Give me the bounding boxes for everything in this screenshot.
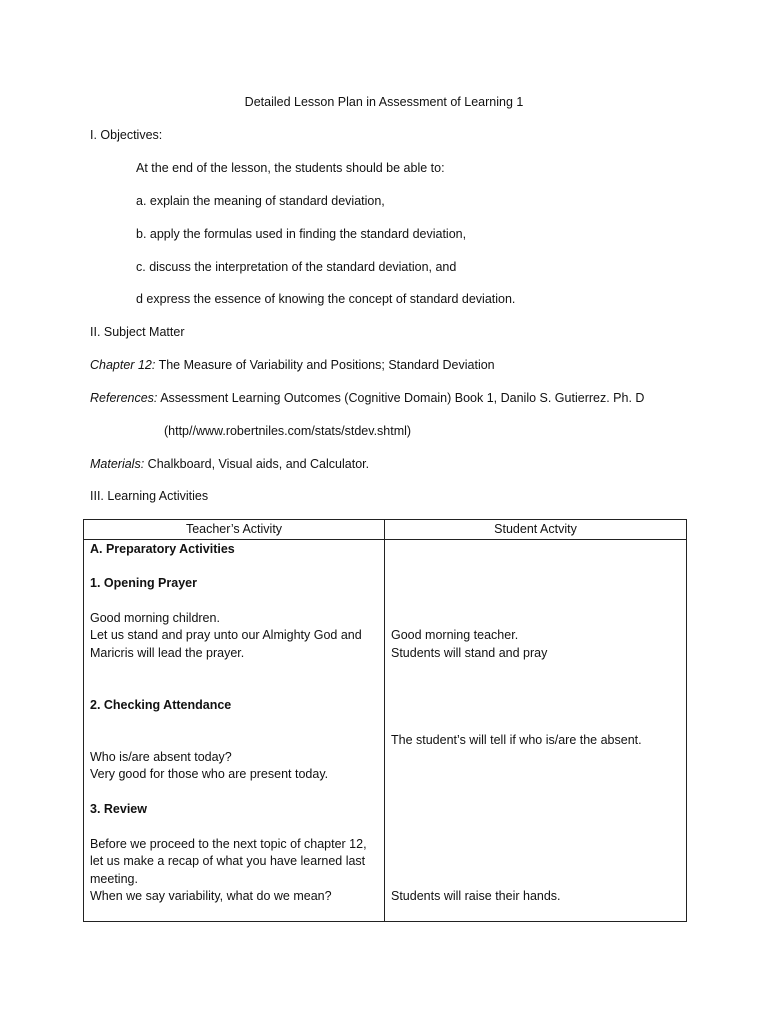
teacher-line: meeting.: [90, 872, 138, 886]
references-label: References:: [90, 391, 158, 405]
step-heading: 1. Opening Prayer: [90, 576, 197, 590]
teacher-line: Let us stand and pray unto our Almighty God and: [90, 628, 362, 642]
chapter-text: The Measure of Variability and Positions; Standard Deviation: [155, 358, 495, 372]
document-title: Detailed Lesson Plan in Assessment of Learning 1: [244, 95, 524, 109]
learning-activities-heading: III. Learning Activities: [90, 489, 209, 503]
references-text: Assessment Learning Outcomes (Cognitive Domain) Book 1, Danilo S. Gutierrez. Ph. D: [157, 391, 645, 405]
references-url: (http//www.robertniles.com/stats/stdev.shtml): [164, 424, 412, 438]
student-activity-header: Student Actvity: [385, 520, 687, 540]
table-header-row: [84, 520, 687, 540]
student-line: Students will stand and pray: [391, 646, 548, 660]
objective-item: b. apply the formulas used in finding the standard deviation,: [136, 227, 467, 241]
objectives-intro: At the end of the lesson, the students should be able to:: [136, 161, 445, 175]
table-row: [84, 540, 687, 922]
step-heading: 2. Checking Attendance: [90, 698, 232, 712]
learning-activities-table: [83, 519, 687, 922]
teacher-line: Who is/are absent today?: [90, 750, 232, 764]
materials-line: [90, 456, 369, 472]
materials-text: Chalkboard, Visual aids, and Calculator.: [144, 457, 370, 471]
references-line: [90, 390, 644, 406]
step-heading: 3. Review: [90, 802, 147, 816]
chapter-label: Chapter 12:: [90, 358, 156, 372]
student-line: Students will raise their hands.: [391, 889, 561, 903]
objective-item: d express the essence of knowing the concept of standard deviation.: [136, 292, 516, 306]
chapter-line: [90, 357, 495, 373]
objective-item: a. explain the meaning of standard deviation,: [136, 194, 385, 208]
teacher-line: let us make a recap of what you have learned last: [90, 854, 366, 868]
objectives-heading: I. Objectives:: [90, 128, 163, 142]
section-heading: A. Preparatory Activities: [90, 542, 235, 556]
objective-item: c. discuss the interpretation of the standard deviation, and: [136, 260, 457, 274]
student-line: Good morning teacher.: [391, 628, 519, 642]
student-activity-cell: [385, 540, 687, 922]
teacher-line: When we say variability, what do we mean?: [90, 889, 332, 903]
teacher-activity-header: Teacher’s Activity: [84, 520, 385, 540]
teacher-line: Before we proceed to the next topic of chapter 12,: [90, 837, 367, 851]
materials-label: Materials:: [90, 457, 145, 471]
student-line: The student’s will tell if who is/are the absent.: [391, 733, 642, 747]
teacher-line: Maricris will lead the prayer.: [90, 646, 245, 660]
subject-matter-heading: II. Subject Matter: [90, 325, 185, 339]
teacher-line: Very good for those who are present today.: [90, 767, 329, 781]
teacher-line: Good morning children.: [90, 611, 220, 625]
teacher-activity-cell: [84, 540, 385, 922]
